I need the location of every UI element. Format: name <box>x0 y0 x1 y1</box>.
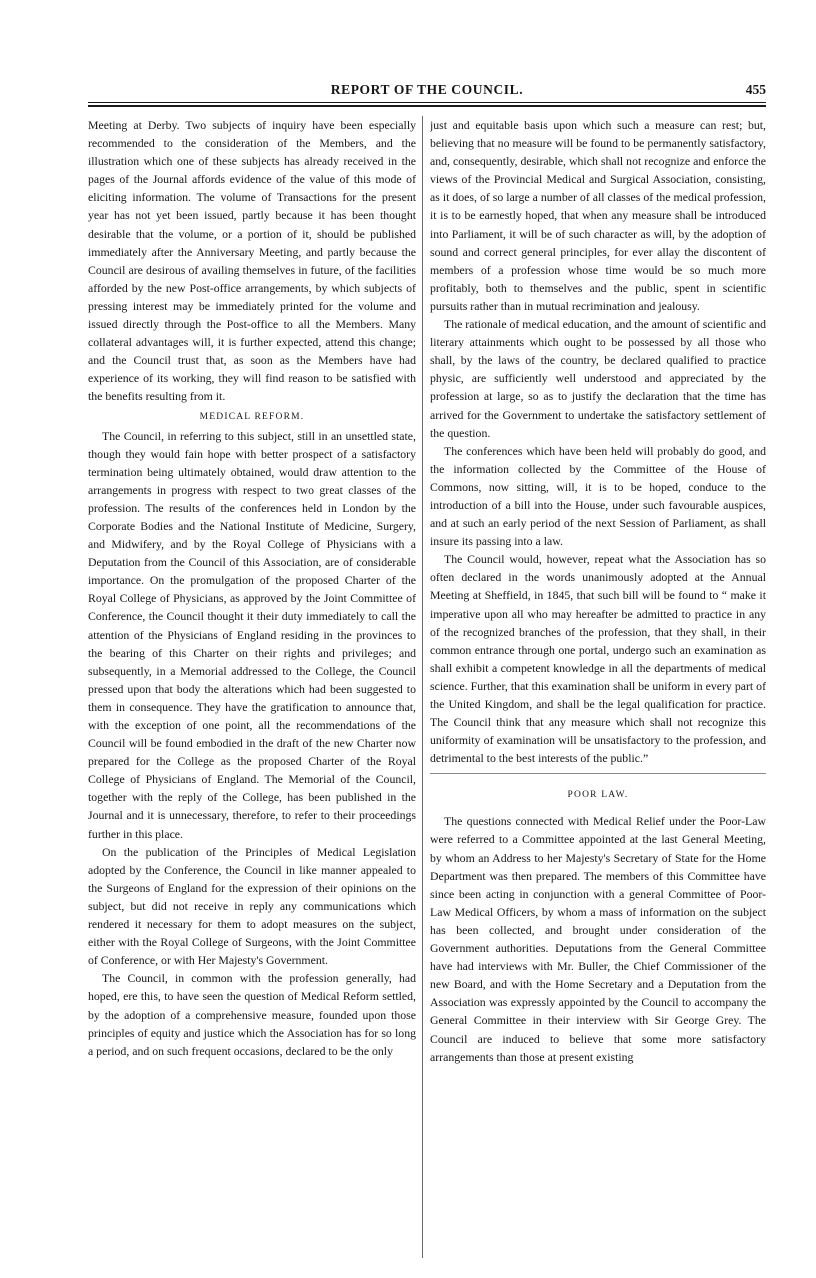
header-rule-thin <box>88 102 766 103</box>
paragraph-poor-law-relief: The questions connected with Medical Relief under the Poor-Law were referred to a Committee appointed at the last General Meeting, by whom an Address to her Majesty's Secretary of State for the Home Department was then prepared. The members of this Committee have since been acting in conjunction with a general Committee of Poor-Law Medical Officers, by whom a mass of information on the subject has been collected, and brought under consideration of the Government authorities. Deputations from the General Committee have had interviews with Mr. Buller, the Chief Commissioner of the new Board, and with the Home Secretary and a Deputation from the Association was expressly appointed by the Council to accompany the General Committee in their interview with Sir George Grey. The Council are induced to believe that some more satisfactory arrangements than those at present existing <box>430 814 766 1064</box>
paragraph-rationale-of-education: The rationale of medical education, and the amount of scientific and literary attainments which ought to be possessed by all those who shall, by the laws of the country, be declared qualified to practice physic, are sufficiently well understood and appreciated by the profession at large, so as to justify the declaration that the time has arrived for the Government to undertake the satisfactory settlement of the question. <box>430 317 766 440</box>
paragraph-equitable-basis: just and equitable basis upon which such a measure can rest; but, believing that no measure will be found to be permanently satisfactory, and, consequently, desirable, which shall not recognize and enforce the views of the Provincial Medical and Surgical Association, consisting, as it does, of so large a number of all classes of the medical profession, it is to be earnestly hoped, that when any measure shall be introduced into Parliament, it will be of such character as will, by the adoption of sound and correct general principles, for ever allay the discontent of members of a profession whose time would be so much more profitably, both to themselves and the public, spent in scientific pursuits rather than in mutual recrimination and jealousy. <box>430 118 766 313</box>
paragraph-principles-of-legislation: On the publication of the Principles of Medical Legislation adopted by the Conference, the Council in like manner appealed to the Surgeons of England for the expression of their opinions on the subject, but did not receive in reply any communications which rendered it necessary for them to adopt measures on the subject, either with the Royal College of Surgeons, with the Joint Committee of Conference, or with Her Majesty's Government. <box>88 844 416 968</box>
column-divider <box>422 116 423 1258</box>
section-separator-rule <box>430 773 766 774</box>
section-heading-medical-reform: MEDICAL REFORM. <box>199 411 305 422</box>
section-heading-poor-law: POOR LAW. <box>567 790 629 801</box>
running-title: REPORT OF THE COUNCIL. <box>330 82 524 97</box>
right-column <box>430 116 766 1260</box>
paragraph-conferences: The conferences which have been held will probably do good, and the information collected by the Committee of the House of Commons, now sitting, will, it is to be hoped, conduce to the introduction of a bill into the House, under such favourable auspices, and at such an early period of the next Session of Parliament, as shall insure its passing into a law. <box>430 443 766 549</box>
paragraph-meeting-at-derby: Meeting at Derby. Two subjects of inquiry have been especially recommended to the consideration of the Members, and the illustration which one of these subjects has already received in the pages of the Journal affords evidence of the value of this mode of eliciting information. The volume of Transactions for the present year has not yet been issued, partly because it has been thought desirable that the volume, or a portion of it, should be published immediately after the Anniversary Meeting, and partly because the Council are desirous of availing themselves in future, of the facilities afforded by the new Post-office arrangements, by which subjects of pressing interest may be immediately printed for the volume and issued directly through the Post-office to all the Members. Many collateral advantages will, it is further expected, attend this change; and the Council trust that, as soon as the Members have had experience of its working, they will find reason to be satisfied with the benefits resulting from it. <box>88 118 416 404</box>
page-header <box>88 80 766 102</box>
page-number: 455 <box>745 82 766 97</box>
header-rule-thick <box>88 105 766 107</box>
paragraph-sheffield-resolution: The Council would, however, repeat what the Association has so often declared in the words unanimously adopted at the Annual Meeting at Sheffield, in 1845, that such bill will be found to “ make it imperative upon all who may hereafter be admitted to practice in any of the recognized branches of the profession, that they shall, in their common entrance through one portal, undergo such an examination as shall exhibit a competent knowledge in all the departments of medical science. Further, that this examination shall be uniform in every part of the United Kingdom, and shall be the legal qualification for practice. The Council think that any measure which shall not recognize this uniformity of examination will be unsatisfactory to the profession, and detrimental to the best interests of the public.” <box>430 552 766 766</box>
paragraph-medical-reform-intro: The Council, in referring to this subject, still in an unsettled state, though they would fain hope with better prospect of a satisfactory termination being ultimately obtained, would draw attention to the arrangements in progress with respect to two great classes of the profession. The results of the conferences held in London by the Corporate Bodies and the National Institute of Medicine, Surgery, and Midwifery, and by the Royal College of Physicians with a Deputation from the Council of this Association, are of considerable importance. On the promulgation of the proposed Charter of the Royal College of Physicians, as approved by the Joint Committee of Conference, the Council thought it their duty immediately to call the attention of the Physicians of England residing in the provinces to the bearing of this Charter on their rights and privileges; and subsequently, in a Memorial addressed to the College, the Council pressed upon that body the alterations which had been suggested to them in consequence. They have the gratification to announce that, with the exception of one point, all the recommendations of the Council will be found embodied in the draft of the new Charter now prepared for the College as the proposed Charter of the Royal College of Physicians of England. The Memorial of the Council, together with the reply of the College, has been published in the Journal and it is unnecessary, therefore, to refer to their proceedings further in this place. <box>88 428 416 841</box>
left-column <box>88 116 416 1260</box>
paragraph-council-hoped: The Council, in common with the profession generally, had hoped, ere this, to have seen the question of Medical Reform settled, by the adoption of a comprehensive measure, founded upon those principles of equity and justice which the Association has for so long a period, and on such frequent occasions, declared to be the only <box>88 971 416 1058</box>
